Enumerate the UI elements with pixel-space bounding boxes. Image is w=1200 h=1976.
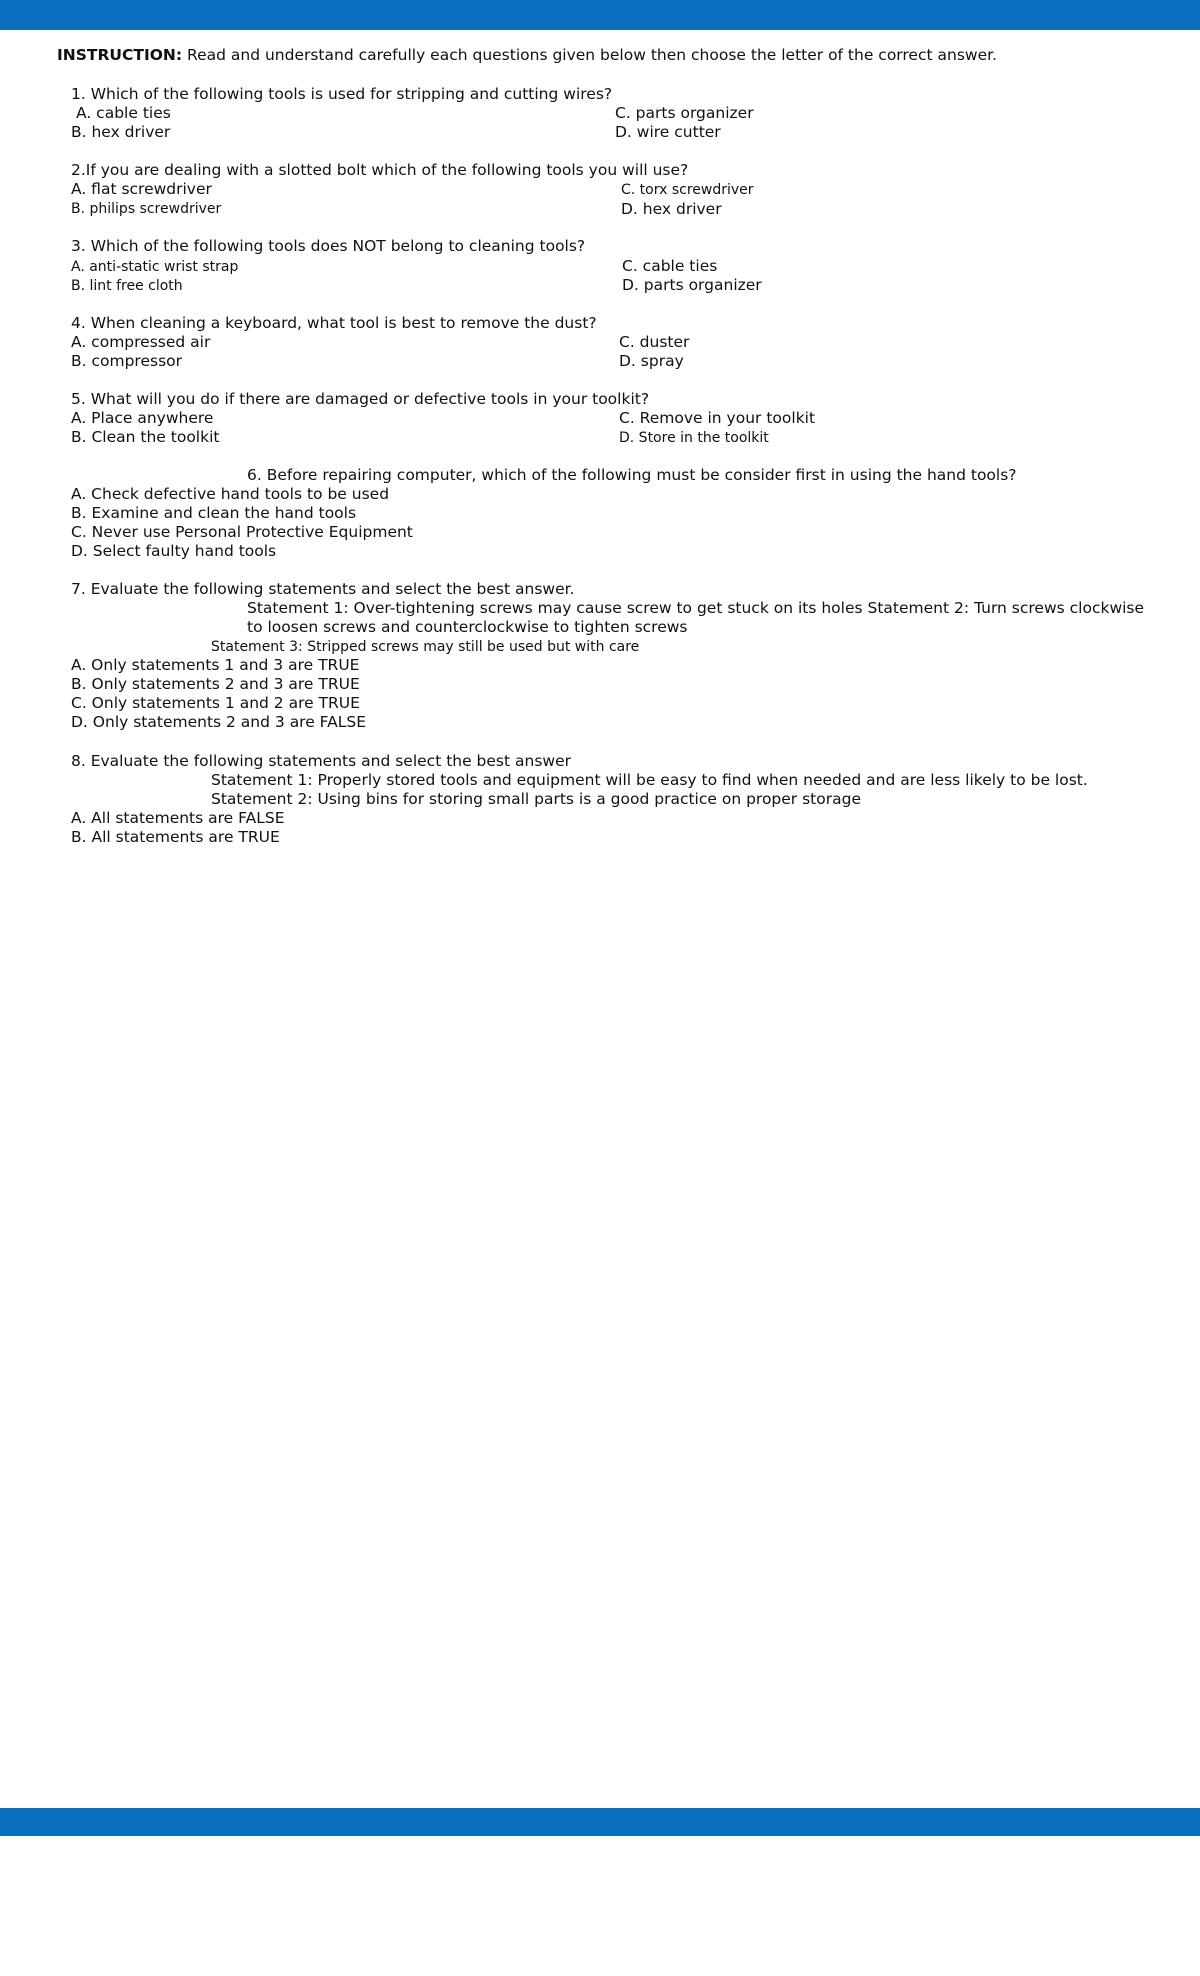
question-8-statement-1: Statement 1: Properly stored tools and equipment will be easy to find when needed and are less likely to be lost. [211,771,1088,789]
question-1-option-b: B. hex driver [71,123,171,141]
question-7-statement-3: Statement 3: Stripped screws may still be used but with care [211,639,640,655]
question-8-option-a: A. All statements are FALSE [71,809,285,827]
bottom-color-band [0,1808,1200,1836]
question-8-stem: 8. Evaluate the following statements and select the best answer [71,752,571,770]
question-8-statement-2: Statement 2: Using bins for storing small parts is a good practice on proper storage [211,790,861,808]
question-7-statements-1-2: Statement 1: Over-tightening screws may cause screw to get stuck on its holes Statement 2: Turn screws clockwise to loosen screws and counterclockwise to tighten screws [247,599,1145,636]
question-7-option-a: A. Only statements 1 and 3 are TRUE [71,656,360,674]
question-8-option-b: B. All statements are TRUE [71,828,280,846]
question-3-option-a: A. anti-static wrist strap [71,259,239,275]
question-5-option-d: D. Store in the toolkit [619,430,769,446]
question-1-option-d: D. wire cutter [615,123,721,141]
question-4-option-c: C. duster [619,333,690,351]
question-3-option-c: C. cable ties [622,257,718,275]
question-1-option-a: A. cable ties [76,104,171,122]
question-4-stem: 4. When cleaning a keyboard, what tool is best to remove the dust? [71,314,597,332]
question-2-option-a: A. flat screwdriver [71,180,212,198]
instruction-text: Read and understand carefully each questions given below then choose the letter of the correct answer. [187,46,997,64]
question-3-option-b: B. lint free cloth [71,278,183,294]
question-6-stem: 6. Before repairing computer, which of the following must be consider first in using the hand tools? [247,466,1017,484]
instruction-label: INSTRUCTION: [57,46,183,64]
question-4-option-d: D. spray [619,352,684,370]
question-4-option-a: A. compressed air [71,333,211,351]
question-1-option-c: C. parts organizer [615,104,754,122]
question-4-option-b: B. compressor [71,352,183,370]
question-6-option-a: A. Check defective hand tools to be used [71,485,390,503]
question-3-option-d: D. parts organizer [622,276,762,294]
question-2-option-c: C. torx screwdriver [621,182,754,198]
question-2-option-d: D. hex driver [621,200,722,218]
question-5-option-c: C. Remove in your toolkit [619,409,816,427]
question-5-option-a: A. Place anywhere [71,409,214,427]
question-1-stem: 1. Which of the following tools is used for stripping and cutting wires? [71,85,613,103]
question-6-option-b: B. Examine and clean the hand tools [71,504,357,522]
question-3-stem: 3. Which of the following tools does NOT belong to cleaning tools? [71,237,586,255]
question-7-option-b: B. Only statements 2 and 3 are TRUE [71,675,360,693]
top-color-band [0,0,1200,30]
question-7-stem: 7. Evaluate the following statements and select the best answer. [71,580,575,598]
question-7-option-d: D. Only statements 2 and 3 are FALSE [71,713,367,731]
question-2-option-b: B. philips screwdriver [71,201,222,217]
question-6-option-d: D. Select faulty hand tools [71,542,277,560]
question-2-stem: 2.If you are dealing with a slotted bolt which of the following tools you will use? [71,161,689,179]
question-5-option-b: B. Clean the toolkit [71,428,220,446]
question-7-option-c: C. Only statements 1 and 2 are TRUE [71,694,360,712]
instruction-line [57,46,997,65]
question-6-option-c: C. Never use Personal Protective Equipment [71,523,413,541]
question-5-stem: 5. What will you do if there are damaged or defective tools in your toolkit? [71,390,650,408]
